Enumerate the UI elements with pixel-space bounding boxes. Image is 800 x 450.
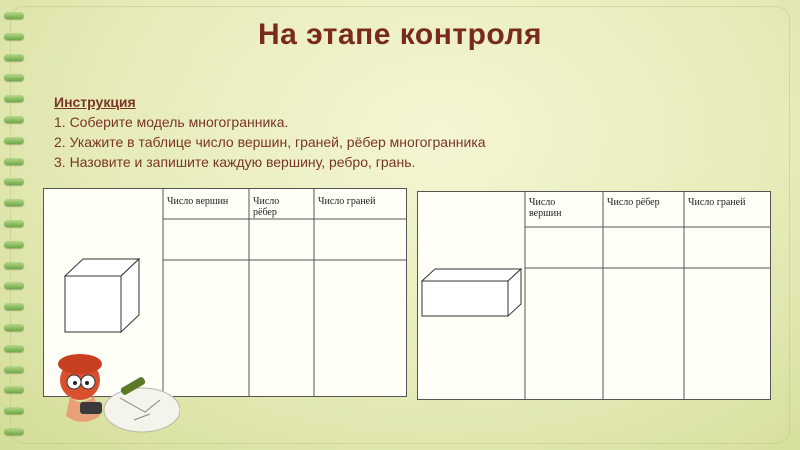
- spiral-ring: [4, 386, 24, 393]
- spiral-ring: [4, 95, 24, 102]
- slide-title: На этапе контроля: [257, 18, 543, 51]
- spiral-ring: [4, 366, 24, 373]
- instructions-block: [54, 92, 614, 172]
- prism-shape: [422, 269, 521, 316]
- spiral-ring: [4, 54, 24, 61]
- cube-shape: [65, 259, 139, 332]
- right-table-grid: [418, 192, 770, 399]
- spiral-ring: [4, 137, 24, 144]
- notebook-spiral: [4, 6, 26, 446]
- spiral-ring: [4, 303, 24, 310]
- left-header-edges: Число рёбер: [253, 196, 280, 218]
- cartoon-student-illustration: [50, 350, 180, 435]
- instructions-heading: Инструкция: [54, 94, 136, 110]
- spiral-ring: [4, 282, 24, 289]
- spiral-ring: [4, 158, 24, 165]
- instruction-item-2: 2. Укажите в таблице число вершин, граней, рёбер многогранника: [54, 134, 486, 150]
- spiral-ring: [4, 74, 24, 81]
- right-table: [417, 191, 771, 400]
- spiral-ring: [4, 116, 24, 123]
- spiral-ring: [4, 324, 24, 331]
- left-header-faces: Число граней: [318, 196, 376, 207]
- spiral-ring: [4, 428, 24, 435]
- spiral-ring: [4, 345, 24, 352]
- right-header-faces: Число граней: [688, 197, 746, 208]
- spiral-ring: [4, 262, 24, 269]
- instruction-item-3: 3. Назовите и запишите каждую вершину, ребро, грань.: [54, 154, 416, 170]
- instruction-item-1: 1. Соберите модель многогранника.: [54, 114, 289, 130]
- spiral-ring: [4, 407, 24, 414]
- spiral-ring: [4, 178, 24, 185]
- right-header-vertices: Число вершин: [529, 197, 562, 219]
- right-header-edges: Число рёбер: [607, 197, 660, 208]
- spiral-ring: [4, 199, 24, 206]
- left-header-vertices: Число вершин: [167, 196, 229, 207]
- spiral-ring: [4, 220, 24, 227]
- spiral-ring: [4, 241, 24, 248]
